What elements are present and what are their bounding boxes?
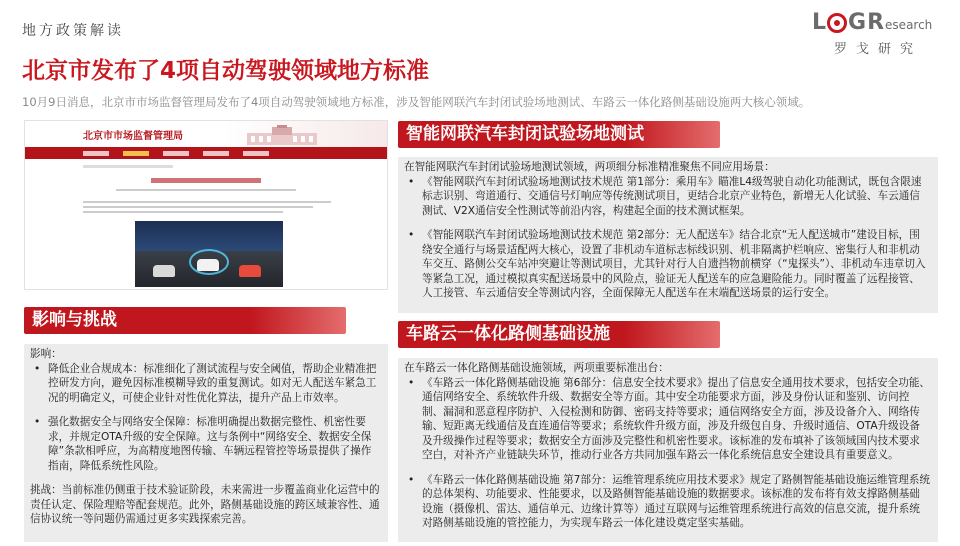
bullet-icon: • [34,362,41,375]
section-body-impact [24,344,388,542]
screenshot-article-title [151,178,261,183]
screenshot-paragraph-line [83,201,331,203]
section-body-test [398,157,938,313]
screenshot-paragraph-line [83,211,283,213]
list-item-text: 《智能网联汽车封闭试验场地测试技术规范 第1部分：乘用车》瞄准L4级驾驶自动化功能测试，既包含限速标志识别、弯道通行、交通信号灯响应等传统测试项目，更结合北京产业特色，新增无人化试验、车云通信测试、V2X通信安全性测试等前沿内容，构建起全面的技术测试框架。 [422,175,922,217]
bullet-icon: • [408,376,415,389]
logo-letter-l: L [812,10,827,35]
section-kicker: 地方政策解读 [22,23,124,39]
screenshot-nav-item [243,151,269,156]
screenshot-site-title: 北京市市场监督管理局 [83,130,183,142]
screenshot-article-meta [116,189,296,191]
list-item [404,228,930,301]
intro-text: 10月9日消息，北京市市场监督管理局发布了4项自动驾驶领域地方标准，涉及智能网联汽车封闭试验场地测试、车路云一体化路侧基础设施两大核心领域。 [22,95,811,109]
section-heading-infra: 车路云一体化路侧基础设施 [398,321,720,348]
logo-letter-g: G [848,10,867,35]
list-item [30,415,380,473]
screenshot-header [25,121,387,147]
screenshot-article [25,159,387,213]
car-icon [239,265,261,277]
logo [812,10,942,56]
section-heading-test: 智能网联汽车封闭试验场地测试 [398,121,720,148]
list-item-text: 《车路云一体化路侧基础设施 第7部分：运维管理系统应用技术要求》规定了路侧智能基础设施运维管理系统的总体架构、功能要求、性能要求，以及路侧智能基础设施的数据要求。该标准的发布将有效支撑路侧基础设施（摄像机、雷达、通信单元、边缘计算等）通过互联网与运维管理系统进行高效的信息交流，提升系统对路侧基础设施的管控能力，为实现车路云一体化建设奠定坚实基础。 [422,473,931,529]
list-item-text: 《车路云一体化路侧基础设施 第6部分：信息安全技术要求》提出了信息安全通用技术要求，包括安全功能、通信网络安全、系统软件升级、数据安全等方面。其中安全功能要求方面，涉及身份认证和鉴别、访问控制、漏洞和恶意程序防护、入侵检测和防御、密码支持等要求；通信网络安全方面，涉及设备介入、网络传输、短距离无线通信及直连通信等要求；系统软件升级方面，涉及升级包自身、升级时通信、OTA升级设备及升级操作过程等要求；数据安全方面涉及完整性和机密性要求。该标准的发布填补了该领域国内技术要求空白，对补齐产业链缺失环节，推动行业各方共同加强车路云一体化系统信息安全建设具有重要意义。 [422,376,931,461]
logo-chinese: 罗戈研究 [834,42,923,57]
list-item [404,175,930,219]
bullet-icon: • [408,473,415,486]
screenshot-nav-item [203,151,229,156]
section-heading-impact: 影响与挑战 [24,307,346,334]
logo-letter-r: R [867,10,885,35]
section-body-infra [398,358,938,542]
screenshot-nav-item [83,151,109,156]
screenshot-nav-item [163,151,189,156]
car-icon [153,265,175,277]
list-item-text: 强化数据安全与网络安全保障：标准明确提出数据完整性、机密性要求，并规定OTA升级的安全保障。这与条例中“网络安全、数据安全保障”条款相呼应，为高精度地图传输、车辆远程管控等场景提供了操作指南，降低系统性风险。 [48,416,372,472]
page-title: 北京市发布了4项自动驾驶领域地方标准 [22,58,430,84]
section-impact-challenge: 挑战：当前标准仍侧重于技术验证阶段，未来需进一步覆盖商业化运营中的责任认定、保险理赔等配套规范。此外，路侧基础设施的跨区域兼容性、通信协议统一等问题仍需通过更多实践探索完善。 [30,484,380,525]
screenshot-nav [25,147,387,159]
list-item [404,473,930,531]
list-item [30,362,380,406]
section-test-lead: 在智能网联汽车封闭试验场地测试领域，两项细分标准精准聚焦不同应用场景： [404,161,775,173]
website-screenshot [24,120,388,290]
bullet-icon: • [408,175,415,188]
sensor-ring-icon [189,249,229,275]
list-item-text: 降低企业合规成本：标准细化了测试流程与安全阈值，帮助企业精准把控研发方向，避免因标准模糊导致的重复测试。如对无人配送车紧急工况的明确定义，可使企业针对性优化算法，提升产品上市效率。 [48,362,377,404]
list-item [404,376,930,463]
screenshot-breadcrumb [83,165,173,168]
logo-word: esearch [885,17,933,32]
screenshot-nav-item-active [123,151,149,156]
bullet-icon: • [408,229,415,241]
bullet-icon: • [34,416,41,428]
section-impact-lead: 影响： [30,348,62,360]
building-illustration-icon [237,125,327,145]
screenshot-paragraph-line [83,206,313,208]
section-infra-lead: 在车路云一体化路侧基础设施领域，两项重要标准出台： [404,362,669,374]
autonomous-driving-image [135,221,283,287]
logo-ring-icon [827,13,847,33]
list-item-text: 《智能网联汽车封闭试验场地测试技术规范 第2部分：无人配送车》结合北京“无人配送城市”建设目标，围绕安全通行与场景适配两大核心，设置了非机动车道标志标线识别、机非隔离护栏响应、密集行人和非机动车交互、路侧公交车站冲突避让等测试项目，尤其针对行人自遗挡物前横穿（“鬼探头”）、非机动车违章切入等紧急工况，通过模拟真实配送场景中的风险点，验证无人配送车的应急避险能力。同时覆盖了远程接管、人工接管、车云通信安全等测试内容，全面保障无人配送车在末端配送场景的运行安全。 [422,229,926,299]
